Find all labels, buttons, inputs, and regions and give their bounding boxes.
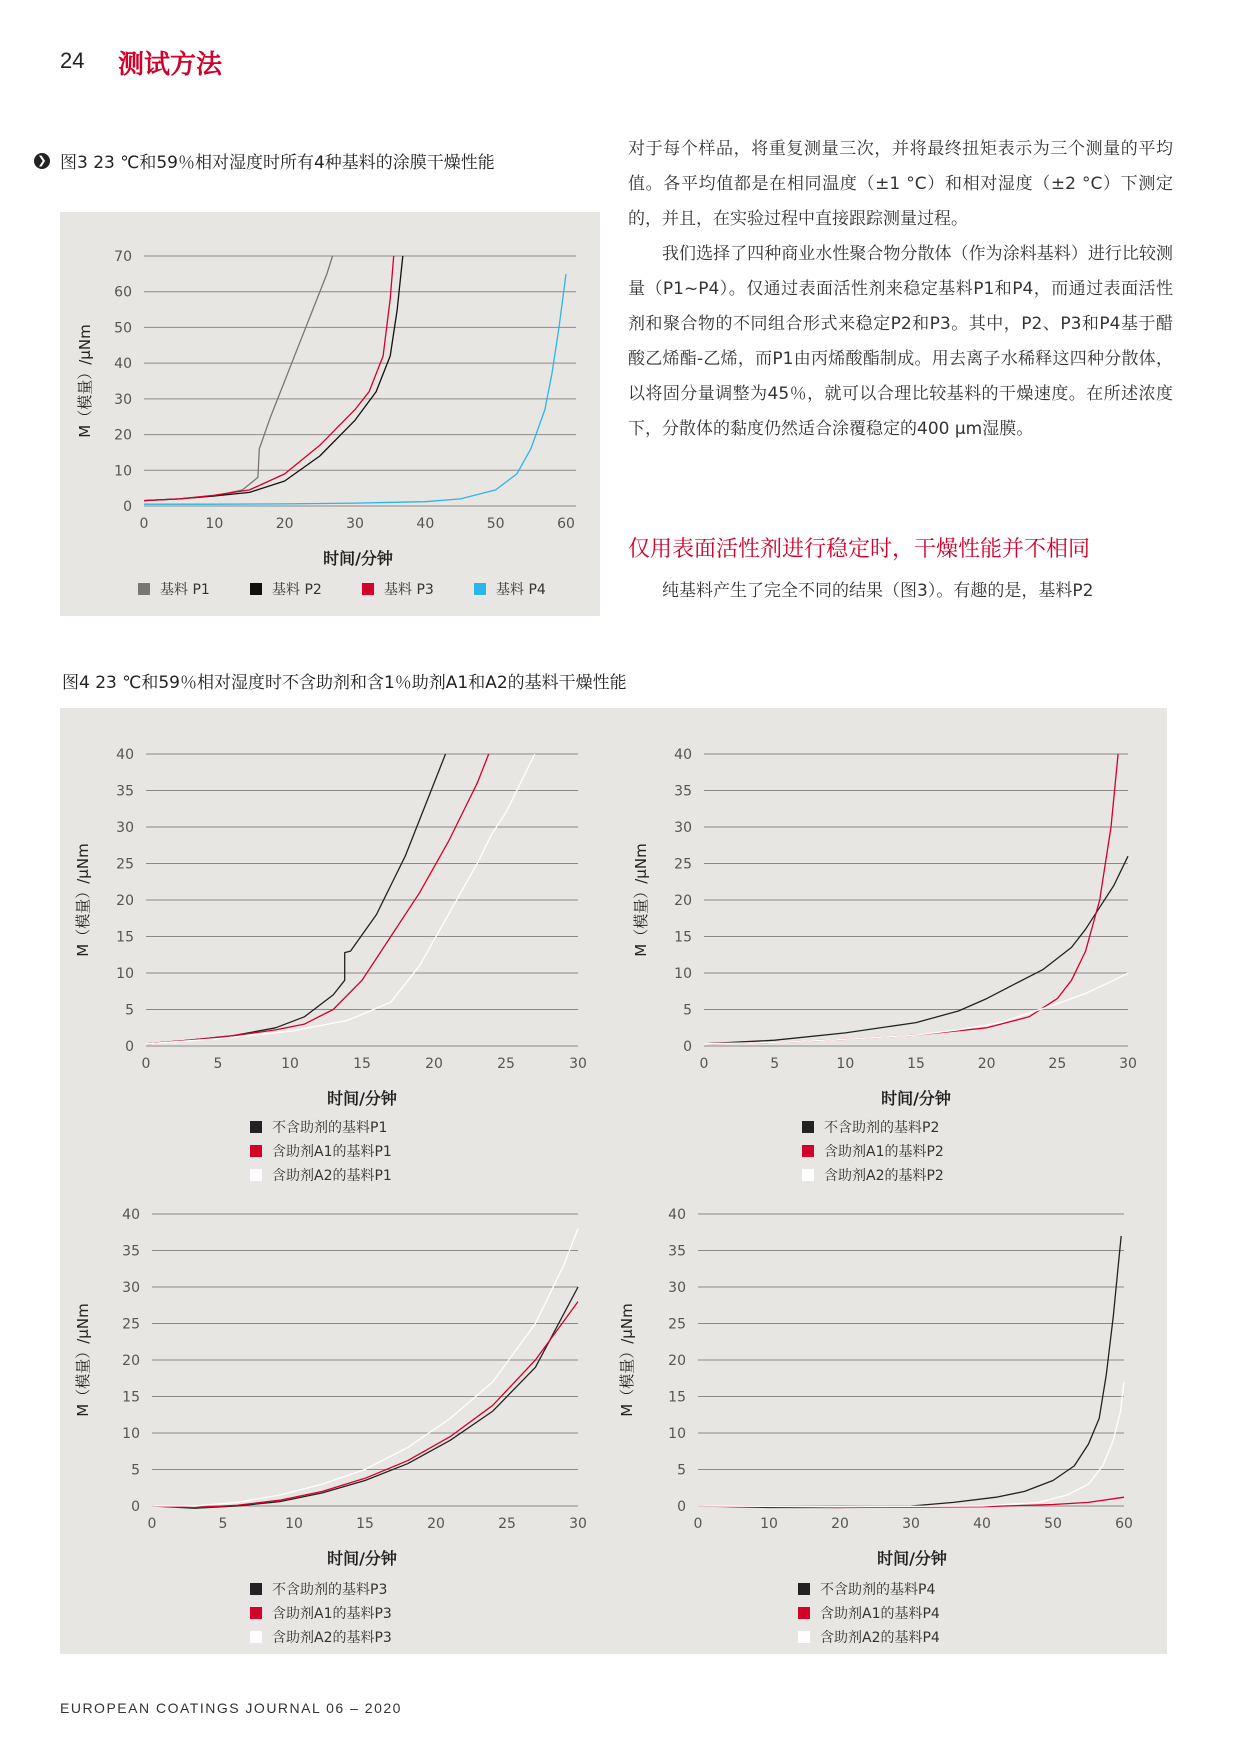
figure-3-panel <box>60 212 600 616</box>
x-tick-label: 30 <box>902 1516 920 1532</box>
legend-label: 含助剂A1的基料P2 <box>824 1144 944 1160</box>
x-tick-label: 20 <box>831 1516 849 1532</box>
footer-journal: EUROPEAN COATINGS JOURNAL 06 – 2020 <box>60 1700 402 1716</box>
y-tick-label: 35 <box>668 1243 686 1260</box>
y-tick-label: 25 <box>122 1316 140 1333</box>
y-tick-label: 25 <box>674 856 692 873</box>
y-tick-label: 15 <box>122 1389 140 1406</box>
y-tick-label: 40 <box>668 1207 686 1223</box>
x-tick-label: 5 <box>218 1516 228 1532</box>
fig4-p3-plot <box>74 1207 587 1646</box>
y-tick-label: 5 <box>125 1002 134 1019</box>
y-tick-label: 40 <box>122 1207 140 1223</box>
series-line-1 <box>146 754 446 1044</box>
series-line-3 <box>146 754 535 1044</box>
x-axis-label: 时间/分钟 <box>323 549 393 568</box>
x-axis-label: 时间/分钟 <box>877 1549 947 1568</box>
x-tick-label: 25 <box>498 1516 516 1532</box>
x-tick-label: 20 <box>977 1056 996 1072</box>
y-tick-label: 20 <box>668 1353 686 1369</box>
y-tick-label: 20 <box>674 893 692 909</box>
y-tick-label: 10 <box>122 1426 140 1442</box>
y-tick-label: 30 <box>122 1280 140 1296</box>
x-tick-label: 10 <box>281 1056 299 1072</box>
x-tick-label: 20 <box>427 1516 445 1532</box>
series-line-3 <box>144 256 394 501</box>
figure-4-charts <box>60 708 1167 1654</box>
y-tick-label: 5 <box>131 1462 140 1479</box>
page-number: 24 <box>60 48 85 73</box>
legend-swatch <box>250 1607 262 1619</box>
y-tick-label: 40 <box>674 747 692 763</box>
legend-label: 基料 P4 <box>496 582 546 598</box>
legend-swatch <box>250 1145 262 1157</box>
x-tick-label: 60 <box>1115 1516 1133 1532</box>
legend-label: 不含助剂的基料P4 <box>820 1582 936 1598</box>
x-axis-label: 时间/分钟 <box>327 1089 397 1108</box>
x-tick-label: 10 <box>760 1516 778 1532</box>
legend-swatch <box>250 1631 262 1643</box>
legend-swatch <box>250 1169 262 1181</box>
y-tick-label: 15 <box>668 1389 686 1406</box>
series-line-2 <box>144 256 403 501</box>
body-paragraph-3: 纯基料产生了完全不同的结果（图3）。有趣的是，基料P2 <box>662 581 1094 601</box>
fig4-p1-plot <box>74 747 587 1184</box>
y-axis-label: M（模量）/μNm <box>618 1303 636 1417</box>
y-tick-label: 25 <box>668 1316 686 1333</box>
legend-label: 不含助剂的基料P1 <box>272 1120 388 1136</box>
y-tick-label: 20 <box>122 1353 140 1369</box>
x-tick-label: 10 <box>285 1516 303 1532</box>
y-tick-label: 10 <box>674 966 692 982</box>
x-tick-label: 20 <box>275 516 294 532</box>
legend-swatch <box>138 583 150 595</box>
x-tick-label: 0 <box>699 1056 709 1072</box>
y-tick-label: 0 <box>677 1499 686 1515</box>
legend-swatch <box>798 1583 810 1595</box>
x-tick-label: 0 <box>693 1516 703 1532</box>
series-line-3 <box>698 1382 1124 1507</box>
figure-4-panel <box>60 708 1167 1654</box>
x-tick-label: 50 <box>1044 1516 1062 1532</box>
series-line-1 <box>144 256 333 501</box>
y-tick-label: 50 <box>114 320 132 337</box>
legend-swatch <box>802 1145 814 1157</box>
y-tick-label: 0 <box>131 1499 140 1515</box>
chevron-right-icon: ❯ <box>34 153 50 169</box>
x-tick-label: 40 <box>973 1516 991 1532</box>
y-tick-label: 30 <box>674 820 692 836</box>
y-tick-label: 40 <box>114 356 132 373</box>
body-text <box>628 132 1173 447</box>
y-axis-label: M（模量）/μNm <box>74 843 92 957</box>
x-tick-label: 0 <box>139 516 149 532</box>
x-tick-label: 10 <box>836 1056 855 1072</box>
y-tick-label: 20 <box>114 427 132 444</box>
legend-swatch <box>250 583 262 595</box>
series-line-3 <box>152 1229 578 1506</box>
series-line-2 <box>704 754 1118 1044</box>
y-tick-label: 60 <box>114 284 132 301</box>
figure-3-caption <box>34 148 495 173</box>
legend-swatch <box>802 1169 814 1181</box>
x-tick-label: 30 <box>346 516 364 532</box>
figure-3-caption-text: 图3 23 ℃和59％相对湿度时所有4种基料的涂膜干燥性能 <box>60 153 495 173</box>
y-tick-label: 30 <box>114 391 132 408</box>
y-tick-label: 70 <box>114 249 132 265</box>
y-axis-label: M（模量）/μNm <box>76 324 94 438</box>
legend-label: 含助剂A2的基料P1 <box>272 1168 392 1184</box>
legend-swatch <box>802 1121 814 1133</box>
legend-label: 基料 P3 <box>384 582 434 598</box>
y-tick-label: 10 <box>116 966 134 982</box>
y-tick-label: 0 <box>123 499 132 515</box>
series-line-1 <box>698 1236 1121 1508</box>
y-tick-label: 0 <box>683 1039 692 1055</box>
legend-label: 不含助剂的基料P2 <box>824 1120 940 1136</box>
y-tick-label: 0 <box>125 1039 134 1055</box>
legend-label: 基料 P1 <box>160 582 210 598</box>
fig4-p2-plot <box>632 747 1137 1184</box>
legend-swatch <box>798 1631 810 1643</box>
y-tick-label: 30 <box>116 820 134 836</box>
x-tick-label: 15 <box>353 1056 371 1072</box>
x-tick-label: 25 <box>497 1056 515 1072</box>
series-line-1 <box>152 1287 578 1508</box>
y-tick-label: 10 <box>668 1426 686 1442</box>
series-line-2 <box>146 754 489 1044</box>
legend-swatch <box>362 583 374 595</box>
legend-label: 含助剂A1的基料P4 <box>820 1606 940 1622</box>
x-tick-label: 0 <box>147 1516 157 1532</box>
subsection-heading: 仅用表面活性剂进行稳定时，干燥性能并不相同 <box>628 537 1091 562</box>
x-tick-label: 30 <box>569 1516 587 1532</box>
x-axis-label: 时间/分钟 <box>881 1089 951 1108</box>
y-tick-label: 15 <box>674 929 692 946</box>
figure-3-chart <box>60 212 600 616</box>
y-tick-label: 35 <box>116 783 134 800</box>
legend-swatch <box>798 1607 810 1619</box>
section-title: 测试方法 <box>118 50 223 80</box>
x-tick-label: 10 <box>205 516 224 532</box>
fig3-plot <box>76 249 576 598</box>
x-tick-label: 50 <box>486 516 505 532</box>
legend-label: 含助剂A2的基料P2 <box>824 1168 944 1184</box>
y-axis-label: M（模量）/μNm <box>632 843 650 957</box>
x-tick-label: 5 <box>770 1056 780 1072</box>
y-tick-label: 30 <box>668 1280 686 1296</box>
legend-label: 含助剂A1的基料P1 <box>272 1144 392 1160</box>
y-tick-label: 40 <box>116 747 134 763</box>
series-line-2 <box>152 1302 578 1508</box>
x-tick-label: 20 <box>425 1056 443 1072</box>
legend-label: 基料 P2 <box>272 582 322 598</box>
x-tick-label: 30 <box>569 1056 587 1072</box>
x-tick-label: 15 <box>907 1056 925 1072</box>
x-axis-label: 时间/分钟 <box>327 1549 397 1568</box>
series-line-1 <box>704 856 1128 1044</box>
fig4-p4-plot <box>618 1207 1133 1646</box>
series-line-3 <box>704 973 1128 1044</box>
y-tick-label: 5 <box>677 1462 686 1479</box>
y-tick-label: 20 <box>116 893 134 909</box>
y-tick-label: 10 <box>114 463 132 480</box>
y-tick-label: 5 <box>683 1002 692 1019</box>
x-tick-label: 60 <box>557 516 575 532</box>
legend-label: 含助剂A1的基料P3 <box>272 1606 392 1622</box>
x-tick-label: 25 <box>1048 1056 1067 1072</box>
y-axis-label: M（模量）/μNm <box>74 1303 92 1417</box>
legend-label: 含助剂A2的基料P3 <box>272 1630 392 1646</box>
legend-label: 含助剂A2的基料P4 <box>820 1630 940 1646</box>
body-paragraph-1: 对于每个样品，将重复测量三次，并将最终扭矩表示为三个测量的平均值。各平均值都是在相同温度（±1 °C）和相对湿度（±2 °C）下测定的，并且，在实验过程中直接跟踪测量过程。 <box>628 139 1173 229</box>
x-tick-label: 0 <box>141 1056 151 1072</box>
x-tick-label: 40 <box>416 516 435 532</box>
x-tick-label: 5 <box>213 1056 223 1072</box>
figure-4-caption: 图4 23 ℃和59％相对湿度时不含助剂和含1％助剂A1和A2的基料干燥性能 <box>62 673 627 693</box>
x-tick-label: 15 <box>356 1516 374 1532</box>
body-paragraph-2: 我们选择了四种商业水性聚合物分散体（作为涂料基料）进行比较测量（P1~P4）。仅通过表面活性剂来稳定基料P1和P4，而通过表面活性剂和聚合物的不同组合形式来稳定P2和P3。其中，P2、P3和P4基于醋酸乙烯酯-乙烯，而P1由丙烯酸酯制成。用去离子水稀释这四种分散体，以将固分量调整为45％，就可以合理比较基料的干燥速度。在所述浓度下，分散体的黏度仍然适合涂覆稳定的400 μm湿膜。 <box>628 244 1173 439</box>
y-tick-label: 35 <box>122 1243 140 1260</box>
x-tick-label: 30 <box>1119 1056 1137 1072</box>
y-tick-label: 25 <box>116 856 134 873</box>
legend-swatch <box>250 1121 262 1133</box>
legend-swatch <box>474 583 486 595</box>
legend-label: 不含助剂的基料P3 <box>272 1582 388 1598</box>
series-line-4 <box>144 274 566 504</box>
legend-swatch <box>250 1583 262 1595</box>
y-tick-label: 15 <box>116 929 134 946</box>
y-tick-label: 35 <box>674 783 692 800</box>
